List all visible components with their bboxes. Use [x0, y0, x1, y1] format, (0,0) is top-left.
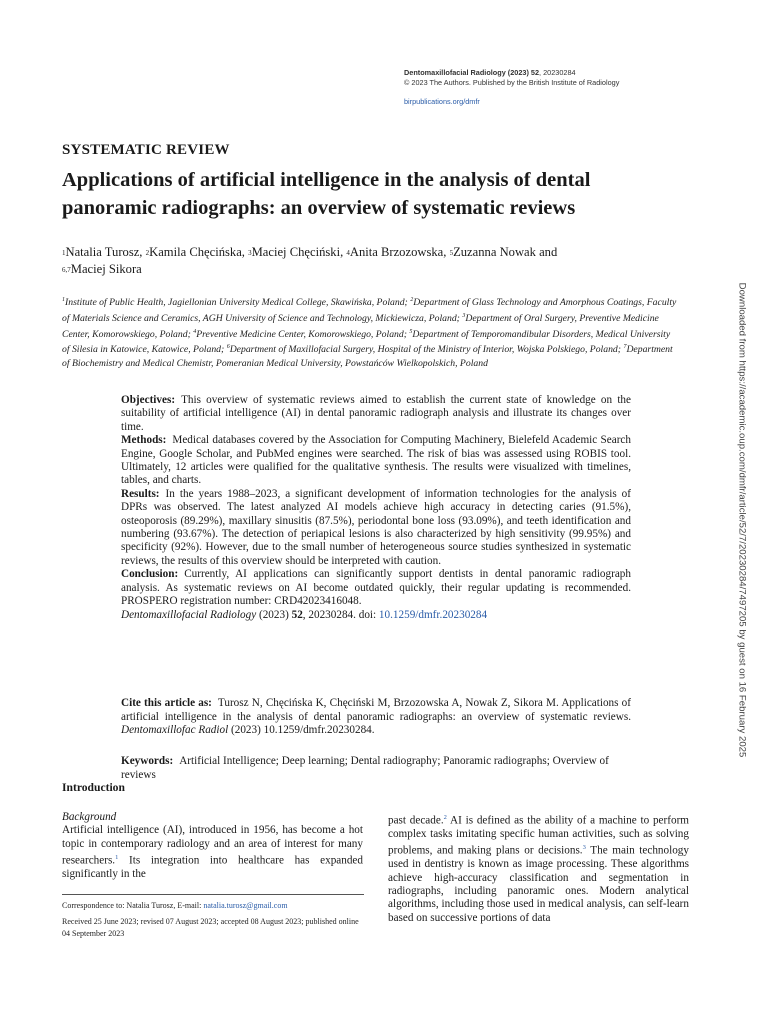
journal-url-link[interactable]: birpublications.org/dmfr: [404, 96, 480, 106]
body-text: The main technology used in dentistry is known as image processing. These algorithms achieve high-accuracy classification and segmentation in radiographs, including panoramic ones. Modern analytical algorithms, including those used in medical analysis, can self-learn based on successive portions of data: [388, 845, 689, 924]
affiliation: [62, 297, 410, 308]
methods-label: Methods:: [121, 434, 167, 447]
affiliation-sup: 1: [62, 297, 65, 303]
abstract: [121, 394, 631, 622]
author-name: Kamila Chęcińska,: [149, 245, 249, 259]
body-column-left: [62, 811, 363, 881]
author: [62, 262, 142, 276]
author-name: Anita Brzozowska,: [349, 245, 450, 259]
conclusion-label: Conclusion:: [121, 568, 179, 581]
body-text: Artificial intelligence (AI), introduced in 1956, has become a hot topic in contemporary radiology and an area of interest for many researchers.: [62, 824, 363, 867]
background-subheading: Background: [62, 811, 117, 823]
body-text: past decade.: [388, 814, 444, 827]
author: [62, 245, 146, 259]
journal-copyright: © 2023 The Authors. Published by the British Institute of Radiology: [404, 77, 620, 87]
download-watermark: Downloaded from https://academic.oup.com/dmfr/article/52/7/20230284/7497205 by guest on 16 February 2025: [736, 282, 748, 758]
cite-rest: (2023) 10.1259/dmfr.20230284.: [228, 724, 375, 737]
body-paragraph: [62, 824, 363, 881]
cite-text: Turosz N, Chęcińska K, Chęciński M, Brzozowska A, Nowak Z, Sikora M. Applications of artificial intelligence in the analysis of dental panoramic radiographs: an overview of systematic reviews.: [121, 697, 631, 723]
abstract-conclusion: [121, 568, 631, 608]
reference-link[interactable]: 3: [582, 844, 586, 852]
body-text: Its integration into healthcare has expanded significantly in the: [62, 854, 363, 880]
results-label: Results:: [121, 487, 160, 500]
affiliation-text: Department of Biochemistry and Medical Chemistr, Pomeranian Medical University, Powstańców Wielkopolskich, Poland: [62, 344, 673, 369]
methods-text: Medical databases covered by the Association for Computing Machinery, Bielefeld Academic Search Engine, Google Scholar, and PubMed engines were searched. The risk of bias was assessed using ROBIS tool. Ultimately, 12 articles were qualified for the qualitative synthesis. The results were visualized with timelines, tables, and charts.: [121, 434, 631, 487]
author-name: Natalia Turosz,: [65, 245, 146, 259]
conclusion-text: Currently, AI applications can significantly support dentists in dental panoramic radiograph analysis. As systematic reviews on AI become outdated quickly, their regular updating is recommended. PROSPERO registration number: CRD42023416048.: [121, 568, 631, 608]
body-paragraph: [388, 811, 689, 925]
abstract-citation: [121, 609, 631, 622]
publication-dates: Received 25 June 2023; revised 07 August 2023; accepted 08 August 2023; published online 04 September 2023: [62, 917, 359, 938]
keywords-label: Keywords:: [121, 755, 174, 767]
cite-journal: Dentomaxillofac Radiol: [121, 724, 229, 737]
author-sup: 2: [145, 249, 150, 257]
author-sup: 3: [248, 249, 252, 257]
results-text: In the years 1988–2023, a significant development of information technologies for the analysis of DPRs was observed. The latest analyzed AI models achieve high accuracy in detecting caries (91.5%), osteoporosis (89.29%), maxillary sinusitis (87.5%), periodontal bone loss (93.09%), and teeth identification and numbering (93.67%). The detection of periapical lesions is also characterized by high sensitivity (99.95%) and specificity (92%). However, due to the small number of heterogeneous source studies synthesized in systematic reviews, the results of this overview should be interpreted with caution.: [121, 487, 631, 567]
affiliation-text: Department of Glass Technology and Amorphous Coatings, Faculty of Materials Science and Ceramics, AGH University of Science and Technology, Mickiewicza, Poland;: [62, 297, 677, 324]
author-name: Zuzanna Nowak and: [453, 245, 558, 259]
affiliation-sup: 7: [623, 343, 627, 350]
abstract-objectives: [121, 394, 631, 434]
correspondence-prefix: Correspondence to: Natalia Turosz, E-mail:: [62, 901, 204, 910]
keywords: [121, 755, 631, 782]
author-sup: 5: [449, 249, 454, 257]
affiliation: [193, 329, 409, 340]
author: [248, 245, 346, 259]
affiliation: [226, 343, 627, 356]
objectives-label: Objectives:: [121, 394, 176, 406]
correspondence: [62, 900, 367, 911]
journal-name: Dentomaxillofacial Radiology (2023) 52: [404, 68, 540, 77]
citation-journal: Dentomaxillofacial Radiology: [121, 608, 257, 621]
author-sup: 1: [62, 249, 66, 257]
email-link[interactable]: natalia.turosz@gmail.com: [203, 901, 288, 910]
journal-citation: [404, 68, 619, 78]
footnote-divider: [62, 894, 364, 895]
citation-volume: 52: [291, 608, 303, 621]
affiliation-text: Preventive Medicine Center, Komorowskiego, Poland;: [196, 328, 410, 340]
author: [146, 245, 248, 259]
keywords-text: Artificial Intelligence; Deep learning; Dental radiography; Panoramic radiographs; Overview of reviews: [121, 755, 609, 781]
abstract-results: [121, 488, 631, 568]
author-sup: 4: [346, 249, 350, 257]
author-name: Maciej Chęciński,: [251, 245, 347, 259]
article-title: Applications of artificial intelligence in the analysis of dental panoramic radiographs: an overview of systematic reviews: [62, 169, 591, 219]
affiliation-text: Department of Oral Surgery, Preventive Medicine Center, Komorowskiego, Poland;: [62, 312, 659, 340]
footnotes: [62, 900, 367, 939]
citation-year: (2023): [256, 608, 292, 621]
affiliations: [62, 294, 680, 370]
affiliation-text: Department of Temporomandibular Disorders, Medical University of Silesia in Katowice, Katowice, Poland;: [62, 328, 671, 356]
affiliation-text: Department of Maxillofacial Surgery, Hospital of the Ministry of Interior, Wojska Polskiego, Poland;: [229, 344, 624, 356]
objectives-text: This overview of systematic reviews aimed to establish the current state of knowledge on the suitability of artificial intelligence (AI) in dental panoramic radiograph analysis and illustrate its changes over time.: [121, 394, 631, 433]
citation-rest: , 20230284. doi:: [302, 608, 379, 621]
affiliation-text: Institute of Public Health, Jagiellonian University Medical College, Skawińska, Poland;: [65, 297, 411, 309]
affiliation-sup: 3: [462, 312, 466, 319]
affiliation-sup: 6: [226, 343, 230, 350]
affiliation-sup: 4: [193, 328, 197, 335]
body-text: AI is defined as the ability of a machine to perform complex tasks imitating specific human activities, such as solving problems, and making plans or decisions.: [388, 814, 689, 858]
reference-link[interactable]: 1: [115, 853, 119, 861]
author: [450, 245, 558, 259]
abstract-methods: [121, 434, 631, 488]
author: [346, 245, 449, 259]
body-column-right: [388, 811, 689, 925]
introduction-heading: Introduction: [62, 781, 125, 794]
cite-this-article: [121, 697, 631, 738]
cite-label: Cite this article as:: [121, 697, 212, 709]
author-name: Maciej Sikora: [70, 262, 142, 276]
author-list: [62, 244, 682, 278]
affiliation-sup: 2: [410, 297, 414, 303]
affiliation-sup: 5: [409, 328, 413, 335]
journal-article-number: , 20230284: [539, 68, 576, 77]
journal-header: [404, 68, 619, 106]
doi-link[interactable]: 10.1259/dmfr.20230284: [378, 608, 488, 621]
author-sup: 6,7: [62, 266, 71, 274]
reference-link[interactable]: 2: [443, 814, 447, 821]
section-label: SYSTEMATIC REVIEW: [62, 142, 230, 158]
